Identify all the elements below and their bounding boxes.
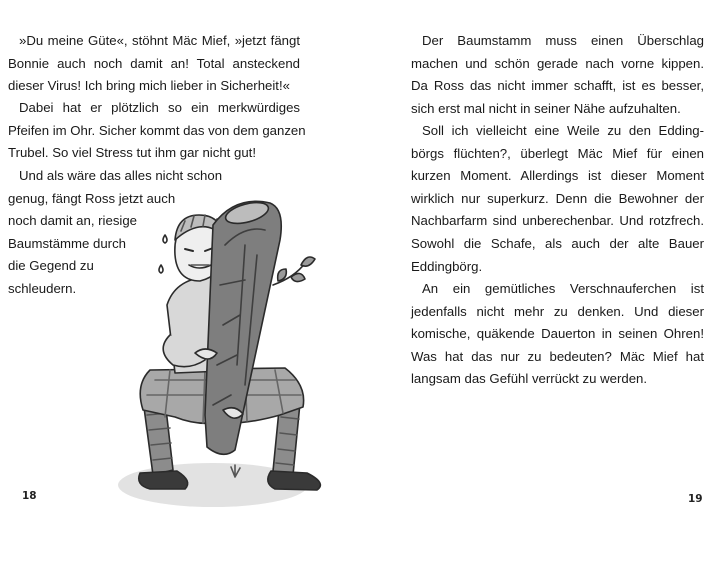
right-paragraph-1 bbox=[411, 30, 704, 120]
page-number-right: 19 bbox=[688, 493, 703, 505]
text-line: Und als wäre das alles nicht schon bbox=[19, 168, 223, 183]
left-paragraph-2 bbox=[8, 97, 306, 165]
text-line: Sowohl die Schafe, als auch der alte Bauer bbox=[411, 235, 704, 251]
right-paragraph-3 bbox=[411, 278, 704, 391]
text-line: komische, quäkende Dauerton in seinen Ohren! bbox=[411, 326, 704, 342]
text-line: kurzen Moment. Allerdings ist dieser Moment bbox=[411, 168, 704, 184]
text-line: börgs flüchten?, überlegt Mäc Mief für einen bbox=[411, 145, 704, 161]
text-line: Eddingbörg. bbox=[411, 258, 483, 274]
caber-toss-illustration-icon bbox=[95, 185, 335, 525]
text-line: Der Baumstamm muss einen Überschlag bbox=[422, 33, 704, 48]
text-line: Da Ross das nicht immer schafft, ist es besser, bbox=[411, 78, 704, 94]
text-line: Was hat das nur zu bedeuten? Mäc Mief hat bbox=[411, 348, 704, 364]
right-page bbox=[356, 0, 712, 569]
text-line: langsam das Gefühl verrückt zu werden. bbox=[411, 371, 648, 387]
text-line: machen und schön gerade nach vorne kippen. bbox=[411, 55, 704, 71]
text-line: schleudern. bbox=[8, 280, 77, 296]
text-line: Dabei hat er plötzlich so ein merkwürdiges bbox=[19, 100, 300, 115]
page-number-left: 18 bbox=[22, 490, 37, 502]
text-line: sich erst mal nicht in seiner Nähe aufzuhalten. bbox=[411, 100, 681, 116]
text-line: wirklich nur superkurz. Denn die Bewohner der bbox=[411, 190, 704, 206]
text-line: die Gegend zu bbox=[8, 258, 94, 274]
text-line: jedenfalls nicht mehr zu denken. Und dieser bbox=[411, 303, 704, 319]
text-line: Nachbarfarm sind unberechenbar. Und rotzfrech. bbox=[411, 213, 704, 229]
text-line: Bonnie auch noch damit an! Total ansteckend bbox=[8, 55, 300, 71]
text-line: Soll ich vielleicht eine Weile zu den Edding- bbox=[422, 123, 704, 138]
text-line: genug, fängt Ross jetzt auch bbox=[8, 190, 176, 206]
text-line: Trubel. So viel Stress tut ihm gar nicht gut! bbox=[8, 145, 256, 161]
right-paragraph-2 bbox=[411, 120, 704, 278]
text-line: Pfeifen im Ohr. Sicher kommt das von dem ganzen bbox=[8, 122, 306, 138]
text-line: Baumstämme durch bbox=[8, 235, 126, 251]
text-line: noch damit an, riesige bbox=[8, 213, 138, 229]
text-line: An ein gemütliches Verschnauferchen ist bbox=[422, 281, 704, 296]
text-line: »Du meine Güte«, stöhnt Mäc Mief, »jetzt fängt bbox=[19, 33, 300, 48]
left-paragraph-1 bbox=[8, 30, 300, 98]
text-line: dieser Virus! Ich bring mich lieber in Sicherheit!« bbox=[8, 78, 290, 94]
